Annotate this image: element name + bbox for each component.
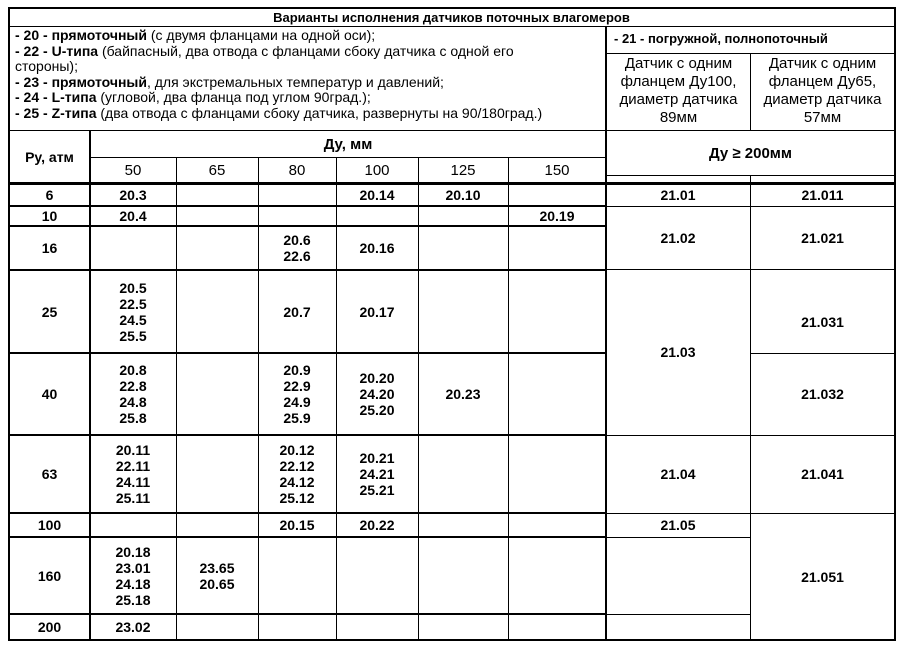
variant-cell-line: 24.8 [119, 394, 147, 410]
sensor-dn100-text: Датчик с одним [624, 55, 733, 72]
variant-cell [418, 353, 508, 435]
legend-desc: (с двумя фланцами на одной оси); [146, 27, 376, 43]
variant-cell [336, 435, 418, 513]
variant-cell-line: 20.9 [283, 362, 311, 378]
legend-desc: (байпасный, два отвода с фланцами сбоку датчика с одной его [98, 42, 514, 59]
variant-cell-line: 24.12 [279, 474, 315, 490]
dn100-sensor-variant-line: 21.03 [660, 344, 696, 360]
variant-cell-line: 24.18 [115, 575, 151, 592]
dn-column-100-line: 100 [364, 161, 390, 179]
dn-column-100 [336, 158, 418, 183]
dn65-sensor-variant [750, 513, 895, 640]
legend-item [15, 106, 605, 122]
variant-cell-line: 24.21 [359, 466, 395, 482]
dn100-sensor-variant-line: 21.04 [660, 466, 696, 482]
sensor-dn100-header [607, 54, 750, 128]
dn65-sensor-variant [750, 206, 895, 269]
dn100-sensor-variant [606, 269, 750, 435]
dn-column-150 [508, 158, 606, 183]
variant-cell-line: 22.12 [279, 458, 315, 474]
table-title: Варианты исполнения датчиков поточных влагомеров [273, 9, 630, 25]
dn100-sensor-variant [606, 435, 750, 513]
variant-cell-line: 25.8 [119, 410, 147, 426]
py-value-line: 6 [45, 186, 54, 203]
variant-cell [258, 270, 336, 353]
variant-cell-line: 20.12 [279, 442, 315, 458]
variant-cell [90, 206, 176, 226]
variant-cell [336, 513, 418, 537]
py-value-line: 100 [37, 517, 62, 533]
grid-line [606, 614, 750, 615]
variant-cell-line: 25.9 [283, 410, 311, 426]
variant-cell [418, 183, 508, 206]
variant-cell-line: 25.12 [279, 490, 315, 506]
legend-desc: стороны); [15, 58, 78, 74]
legend-code: - 23 - [15, 73, 52, 90]
dn-column-125 [418, 158, 508, 183]
py-value-line: 40 [41, 386, 58, 402]
variant-cell-line: 24.20 [359, 386, 395, 402]
variant-cell-line: 25.5 [119, 327, 147, 344]
variant-cell [258, 513, 336, 537]
dn-column-65 [176, 158, 258, 183]
variant-cell-line: 25.21 [359, 482, 395, 498]
py-value [9, 353, 90, 435]
variant-cell-line: 25.20 [359, 402, 395, 418]
variant-cell-line: 20.3 [119, 186, 147, 203]
legend-desc: (два отвода с фланцами сбоку датчика, развернуты на 90/180град.) [96, 104, 543, 121]
py-value [9, 206, 90, 226]
variant-cell-line: 20.18 [115, 543, 151, 560]
variant-cell-line: 20.7 [283, 303, 311, 320]
dn65-sensor-variant-line: 21.021 [801, 229, 844, 246]
variant-cell-line: 20.6 [283, 232, 311, 248]
py-value [9, 614, 90, 640]
variant-cell-line: 23.01 [115, 559, 151, 576]
dn-header: Ду, мм [323, 135, 373, 153]
legend-type: Z-типа [51, 104, 97, 121]
legend-type: L-типа [51, 89, 97, 105]
dn100-sensor-variant-line: 21.05 [660, 517, 696, 533]
legend-desc: (угловой, два фланца под углом 90град.); [96, 89, 371, 105]
variant-cell [336, 270, 418, 353]
py-header: Ру, атм [25, 148, 74, 165]
py-value [9, 183, 90, 206]
sensor-dn65-header [750, 54, 895, 128]
py-value-line: 63 [41, 466, 58, 482]
variants-legend [15, 28, 605, 121]
legend-code: - 22 - [15, 42, 52, 59]
legend-item [15, 44, 605, 60]
dn65-sensor-variant [750, 353, 895, 435]
legend-item [15, 59, 605, 75]
dn-column-50-line: 50 [124, 161, 142, 179]
variant-cell-line: 20.10 [445, 186, 481, 203]
dn100-sensor-variant [606, 206, 750, 269]
legend-code: - 20 - [15, 27, 52, 43]
sensor-dn65-text: 57мм [803, 109, 842, 126]
variant-cell-line: 22.5 [119, 295, 147, 312]
variant-cell-line: 20.19 [539, 208, 575, 224]
dn65-sensor-variant-line: 21.051 [801, 568, 844, 585]
legend-item [15, 28, 605, 44]
dn65-sensor-variant [750, 290, 895, 353]
dn65-sensor-variant-line: 21.011 [801, 186, 844, 203]
sensor-dn65-text: диаметр датчика [763, 91, 882, 108]
dn65-sensor-variant-line: 21.031 [801, 313, 844, 330]
variant-cell-line: 20.14 [359, 186, 395, 203]
dn-column-50 [90, 158, 176, 183]
variant-cell-line: 20.4 [119, 208, 147, 224]
variant-cell-line: 20.16 [359, 240, 395, 256]
variant-cell-line: 22.6 [283, 248, 311, 264]
py-value-line: 10 [41, 208, 58, 224]
variant-cell-line: 20.11 [115, 442, 151, 458]
variant-cell-line: 23.65 [199, 559, 235, 576]
variant-cell [90, 353, 176, 435]
sensor-dn100-text: диаметр датчика [619, 91, 738, 108]
variant-cell-line: 20.20 [359, 370, 395, 386]
variant-cell-line: 25.11 [115, 490, 151, 506]
dn65-sensor-variant [750, 435, 895, 513]
variant-cell [176, 537, 258, 614]
variant-cell-line: 20.23 [445, 386, 481, 402]
dn65-sensor-variant [750, 183, 895, 206]
dn100-sensor-variant-line: 21.02 [660, 229, 696, 246]
variant-cell-line: 20.8 [119, 362, 147, 378]
py-value [9, 435, 90, 513]
variant-cell [336, 183, 418, 206]
variant-cell [508, 206, 606, 226]
py-value-line: 160 [37, 567, 62, 584]
variant-cell-line: 20.65 [199, 575, 235, 592]
variant-cell-line: 24.5 [119, 311, 147, 328]
sensor-dn65-text: Датчик с одним [768, 55, 877, 72]
variant-cell [90, 537, 176, 614]
variant-cell-line: 20.17 [359, 303, 395, 320]
sensor-dn100-text: 89мм [659, 109, 698, 126]
legend-code: - 24 - [15, 89, 52, 105]
variant-cell-line: 20.22 [359, 517, 395, 533]
variant-cell [336, 353, 418, 435]
variant-cell-line: 22.9 [283, 378, 311, 394]
sensor-dn100-text: фланцем Ду100, [620, 73, 737, 90]
variant-cell [90, 183, 176, 206]
variant-cell-line: 20.15 [279, 517, 315, 533]
legend-desc: , для экстремальных температур и давлений; [146, 73, 444, 90]
legend-type: прямоточный [51, 73, 147, 90]
py-value-line: 16 [41, 240, 58, 256]
py-value [9, 270, 90, 353]
dn100-sensor-variant [606, 513, 750, 537]
variant-cell-line: 22.11 [115, 458, 151, 474]
legend-code: - 25 - [15, 104, 52, 121]
variant-21-label: - 21 - погружной, полнопоточный [614, 31, 828, 46]
sensor-dn65-text: фланцем Ду65, [768, 73, 877, 90]
py-value [9, 226, 90, 270]
dn-column-80-line: 80 [288, 161, 306, 179]
legend-type: прямоточный [51, 27, 147, 43]
py-value [9, 537, 90, 614]
variant-cell [90, 435, 176, 513]
variant-cell-line: 24.11 [115, 474, 151, 490]
py-value-line: 200 [37, 619, 62, 635]
legend-item [15, 90, 605, 106]
variant-cell [90, 270, 176, 353]
variant-cell [90, 614, 176, 640]
variant-cell-line: 20.21 [359, 450, 395, 466]
variant-cell-line: 24.9 [283, 394, 311, 410]
legend-item [15, 75, 605, 91]
dn-large-header: Ду ≥ 200мм [709, 144, 792, 162]
variant-cell [336, 226, 418, 270]
variant-cell [258, 353, 336, 435]
dn100-sensor-variant [606, 183, 750, 206]
variant-cell [258, 435, 336, 513]
legend-type: U-типа [51, 42, 99, 59]
variant-cell-line: 22.8 [119, 378, 147, 394]
dn65-sensor-variant-line: 21.041 [801, 466, 844, 482]
variant-cell [258, 226, 336, 270]
dn-column-80 [258, 158, 336, 183]
dn100-sensor-variant-line: 21.01 [660, 186, 696, 203]
dn65-sensor-variant-line: 21.032 [801, 386, 844, 402]
variant-cell-line: 23.02 [115, 619, 151, 635]
py-value [9, 513, 90, 537]
dn-column-65-line: 65 [208, 161, 226, 179]
dn-column-125-line: 125 [450, 161, 476, 179]
variant-cell-line: 20.5 [119, 279, 147, 296]
variant-cell-line: 25.18 [115, 591, 151, 608]
py-value-line: 25 [41, 303, 58, 320]
dn-column-150-line: 150 [544, 161, 570, 179]
